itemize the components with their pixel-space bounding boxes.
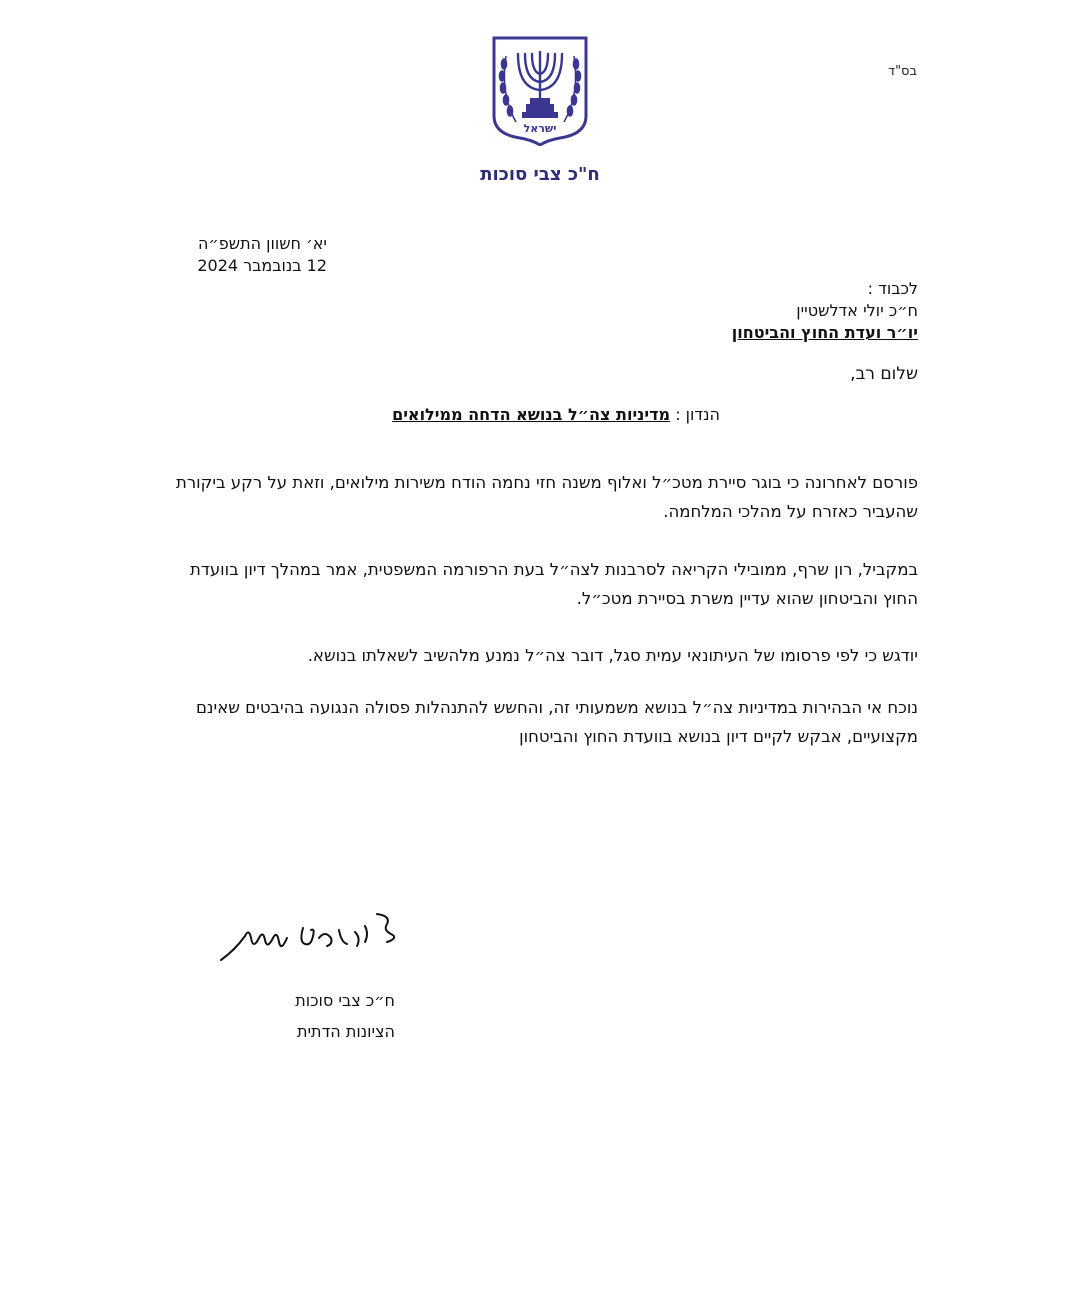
- handwritten-signature: [215, 908, 415, 968]
- bsd-mark: בס"ד: [887, 64, 917, 79]
- subject-text: מדיניות צה״ל בנושא הדחה ממילואים: [392, 405, 671, 424]
- greeting: שלום רב,: [850, 364, 918, 384]
- gregorian-date: 12 בנובמבר 2024: [197, 256, 327, 275]
- body-paragraph: פורסם לאחרונה כי בוגר סיירת מטכ״ל ואלוף משנה חזי נחמה הודח משירות מילואים, וזאת על רקע ביקורת שהעביר כאזרח על מהלכי המלחמה.: [175, 473, 918, 521]
- hebrew-date: יא׳ חשוון התשפ״ה: [197, 234, 327, 253]
- body-paragraph: במקביל, רון שרף, ממובילי הקריאה לסרבנות לצה״ל בעת הרפורמה המשפטית, אמר במהלך דיון בוועדת החוץ והביטחון שהוא עדיין משרת בסיירת מטכ״ל.: [189, 560, 918, 608]
- emblem-text: ישראל: [523, 122, 557, 135]
- body-paragraph: יודגש כי לפי פרסומו של העיתונאי עמית סגל, דובר צה״ל נמנע מלהשיב לשאלתו בנושא.: [307, 646, 918, 665]
- state-emblem-icon: [490, 34, 590, 146]
- addressee-role: יו״ר ועדת החוץ והביטחון: [731, 323, 918, 342]
- subject-label: הנדון :: [675, 405, 720, 424]
- date-block: [197, 233, 327, 277]
- addressee-name: ח״כ יולי אדלשטיין: [796, 301, 918, 320]
- signer-name: ח״כ צבי סוכות: [295, 991, 395, 1010]
- subject-line: [392, 405, 720, 424]
- addressee-block: [732, 278, 918, 344]
- letterhead-name: ח"כ צבי סוכות: [480, 164, 600, 185]
- body-paragraph: נוכח אי הבהירות במדיניות צה״ל בנושא משמעותי זה, והחשש להתנהלות פסולה הנגועה בהיבטים שאינם מקצועיים, אבקש לקיים דיון בנושא בוועדת החוץ והביטחון: [195, 698, 918, 746]
- signature-block: [295, 985, 395, 1047]
- addressee-label: לכבוד :: [867, 279, 918, 298]
- signer-party: הציונות הדתית: [296, 1022, 395, 1041]
